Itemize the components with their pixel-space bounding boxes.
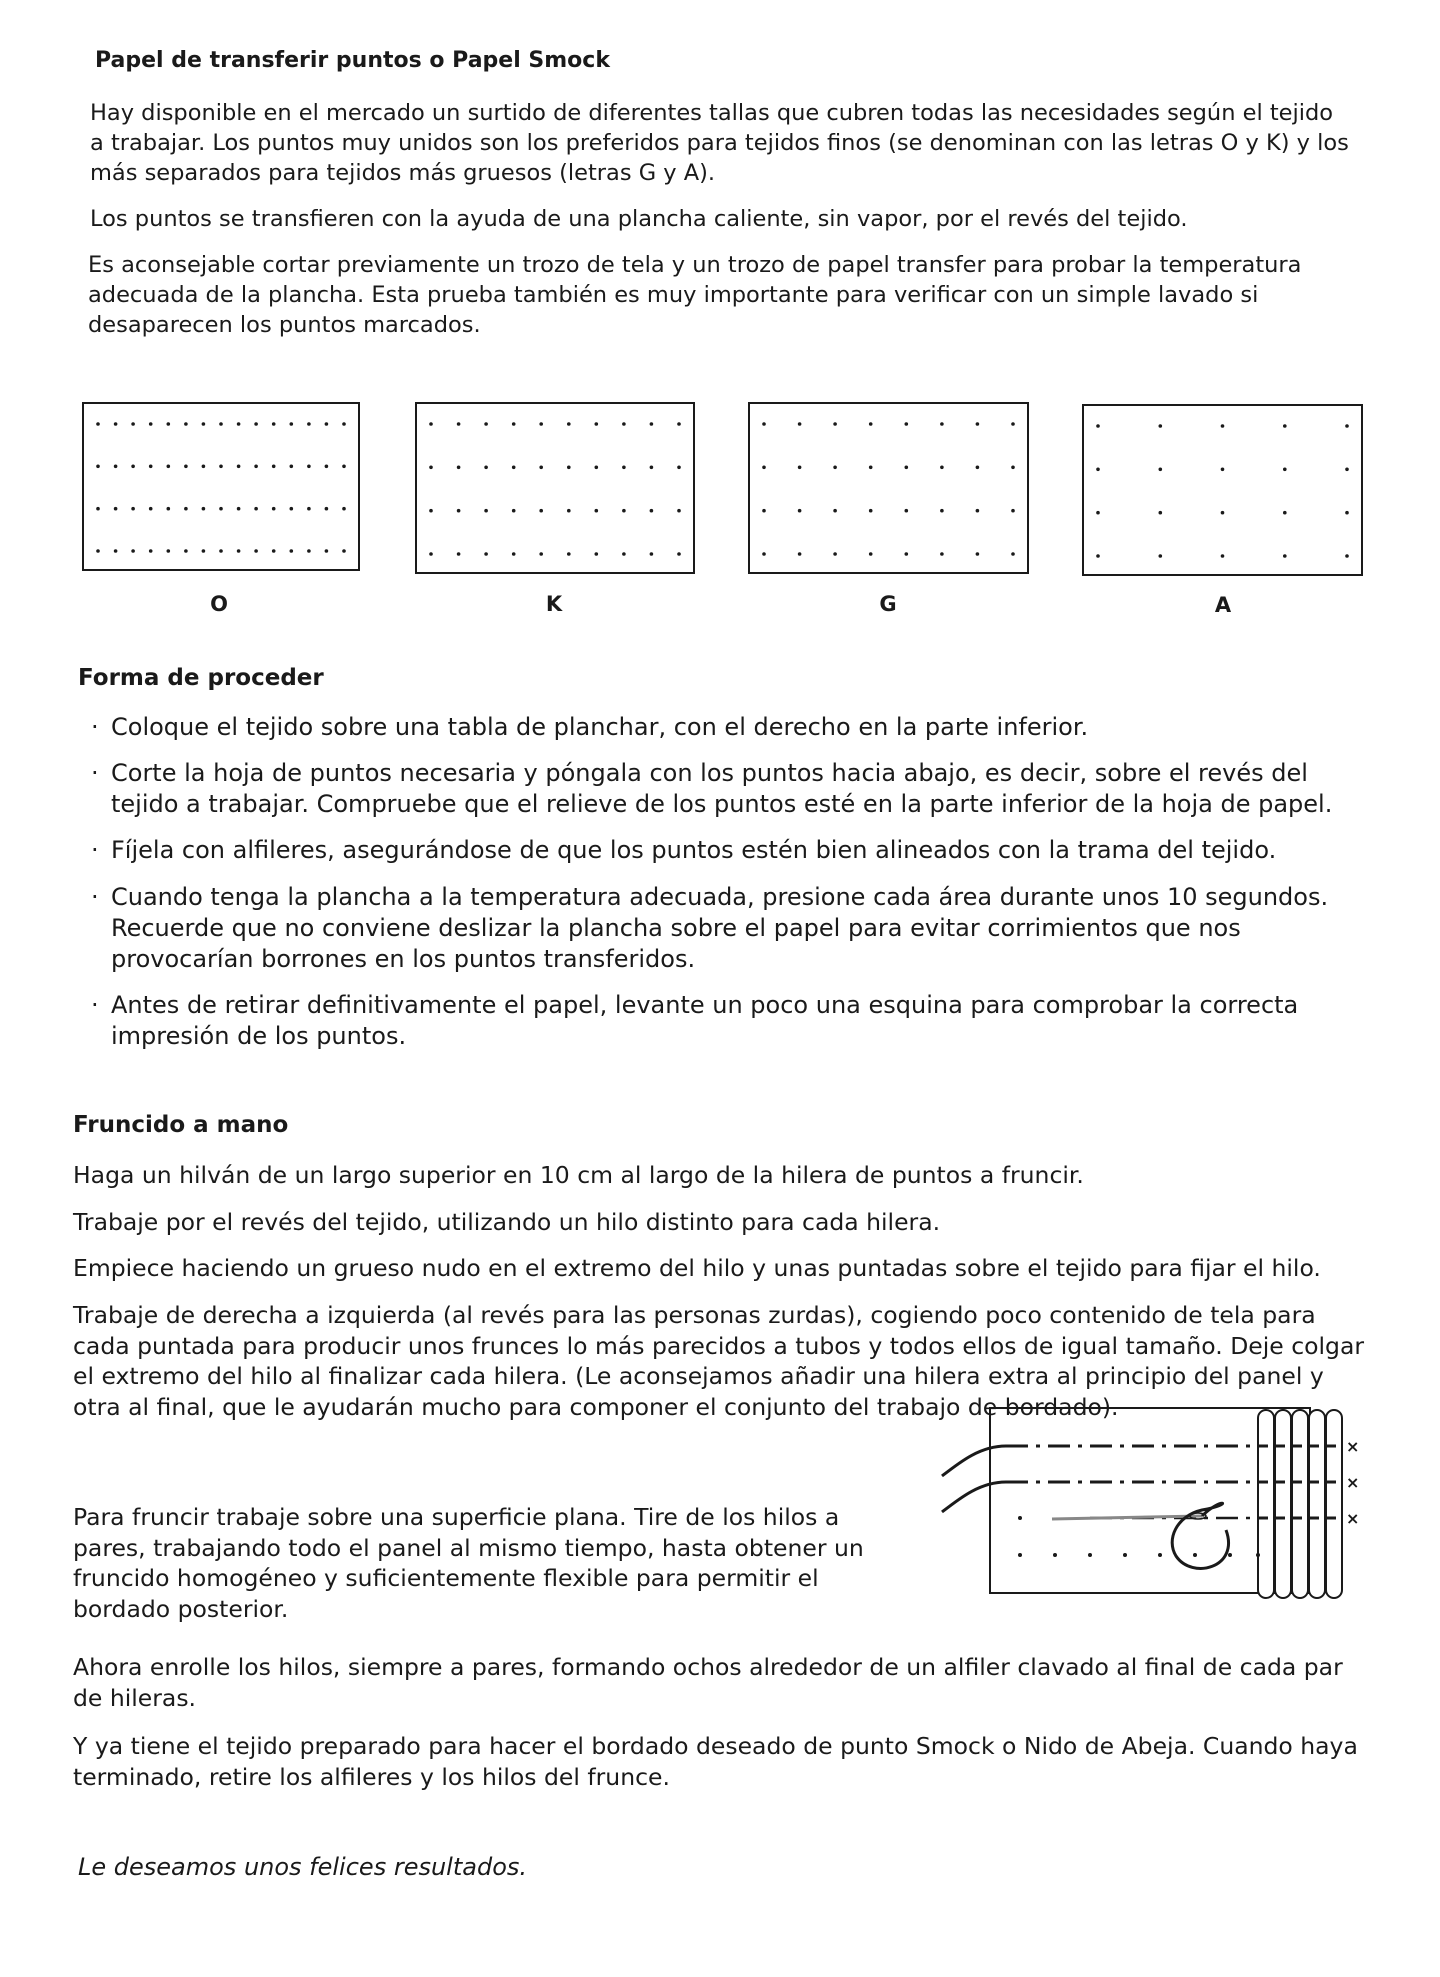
transfer-dot [131, 507, 135, 511]
transfer-dot [325, 465, 329, 469]
dot-panel-a [1082, 404, 1363, 576]
transfer-dot [595, 422, 599, 426]
list-item: · Antes de retirar definitivamente el papel, levante un poco una esquina para comprobar la correcta impresión de los puntos. [91, 991, 1299, 1050]
transfer-dot [184, 465, 188, 469]
transfer-dot [484, 422, 488, 426]
paragraph: Ahora enrolle los hilos, siempre a pares, formando ochos alrededor de un alfiler clavado al final de cada par de hileras. [73, 1653, 1343, 1712]
transfer-dot [1011, 422, 1015, 426]
svg-text:×: × [1346, 1509, 1360, 1528]
transfer-dot [1159, 554, 1163, 558]
transfer-dot [272, 465, 276, 469]
list-item: · Coloque el tejido sobre una tabla de planchar, con el derecho en la parte inferior. [91, 713, 1089, 741]
list-item: · Corte la hoja de puntos necesaria y póngala con los puntos hacia abajo, es decir, sobre el revés del tejido a trabajar. Compruebe que el relieve de los puntos esté en la parte inferior de la hoja de papel. [91, 759, 1333, 818]
transfer-dot [905, 466, 909, 470]
transfer-dot [307, 422, 311, 426]
transfer-dot [307, 507, 311, 511]
transfer-dot [1283, 468, 1287, 472]
transfer-dot [1345, 468, 1349, 472]
transfer-dot [677, 422, 681, 426]
transfer-dot [976, 466, 980, 470]
transfer-dot [539, 466, 543, 470]
transfer-dot [325, 507, 329, 511]
transfer-dot [307, 465, 311, 469]
transfer-dot [167, 507, 171, 511]
transfer-dot [595, 552, 599, 556]
transfer-dot [254, 507, 258, 511]
transfer-dot [1096, 468, 1100, 472]
transfer-dot [940, 552, 944, 556]
transfer-dot [940, 422, 944, 426]
transfer-dot [833, 422, 837, 426]
transfer-dot [272, 507, 276, 511]
transfer-dot [1011, 466, 1015, 470]
transfer-dot [1011, 552, 1015, 556]
transfer-dot [429, 422, 433, 426]
gathering-illustration [940, 1400, 1370, 1605]
transfer-dot [254, 549, 258, 553]
transfer-dot [622, 422, 626, 426]
paragraph: Y ya tiene el tejido preparado para hacer el bordado deseado de punto Smock o Nido de Abeja. Cuando haya terminado, retire los alfileres y los hilos del frunce. [73, 1732, 1358, 1791]
transfer-dot [622, 552, 626, 556]
svg-text:×: × [1346, 1437, 1360, 1456]
transfer-dot [1221, 468, 1225, 472]
section-title: Papel de transferir puntos o Papel Smock [95, 48, 610, 73]
transfer-dot [342, 465, 346, 469]
transfer-dot [272, 422, 276, 426]
transfer-dot [1283, 511, 1287, 515]
transfer-dot [237, 422, 241, 426]
transfer-dot [622, 466, 626, 470]
transfer-dot [512, 422, 516, 426]
transfer-dot [677, 466, 681, 470]
transfer-dot [798, 422, 802, 426]
transfer-dot [1159, 511, 1163, 515]
section-title: Fruncido a mano [73, 1112, 289, 1138]
transfer-dot [650, 422, 654, 426]
transfer-dot [905, 422, 909, 426]
transfer-dot [184, 507, 188, 511]
transfer-dot [342, 422, 346, 426]
transfer-dot [869, 466, 873, 470]
transfer-dot [96, 465, 100, 469]
transfer-dot [237, 507, 241, 511]
transfer-dot [457, 422, 461, 426]
transfer-dot [96, 422, 100, 426]
paragraph: Empiece haciendo un grueso nudo en el extremo del hilo y unas puntadas sobre el tejido para fijar el hilo. [73, 1254, 1321, 1282]
transfer-dot [798, 509, 802, 513]
panel-label: O [210, 592, 228, 616]
transfer-dot [342, 507, 346, 511]
transfer-dot [254, 465, 258, 469]
transfer-dot [429, 466, 433, 470]
transfer-dot [219, 465, 223, 469]
dot-panel-k [415, 402, 695, 574]
transfer-dot [184, 422, 188, 426]
transfer-dot [650, 552, 654, 556]
transfer-dot [512, 509, 516, 513]
transfer-dot [905, 552, 909, 556]
panel-label: G [879, 592, 897, 616]
transfer-dot [512, 552, 516, 556]
transfer-dot [940, 466, 944, 470]
dot-grid [1084, 406, 1361, 574]
transfer-dot [1096, 554, 1100, 558]
transfer-dot [131, 422, 135, 426]
transfer-dot [325, 422, 329, 426]
list-item: · Cuando tenga la plancha a la temperatura adecuada, presione cada área durante unos 10 segundos. Recuerde que no conviene deslizar la plancha sobre el papel para evitar corrimientos que nos provocarían borrones en los puntos transferidos. [91, 883, 1329, 973]
transfer-dot [512, 466, 516, 470]
transfer-dot [762, 422, 766, 426]
transfer-dot [976, 552, 980, 556]
transfer-dot [167, 465, 171, 469]
svg-text:×: × [1346, 1473, 1360, 1492]
transfer-dot [833, 509, 837, 513]
list-item: · Fíjela con alfileres, asegurándose de que los puntos estén bien alineados con la trama del tejido. [91, 836, 1277, 864]
gathered-pleats [1258, 1410, 1342, 1598]
transfer-dot [202, 549, 206, 553]
paragraph: Hay disponible en el mercado un surtido de diferentes tallas que cubren todas las necesidades según el tejido a trabajar. Los puntos muy unidos son los preferidos para tejidos finos (se denominan con las letras O y K) y los más separados para tejidos más gruesos (letras G y A). [90, 100, 1349, 186]
transfer-dot [484, 466, 488, 470]
transfer-dot [940, 509, 944, 513]
paragraph: Trabaje de derecha a izquierda (al revés para las personas zurdas), cogiendo poco contenido de tela para cada puntada para producir unos frunces lo más parecidos a tubos y todos ellos de igual tamaño. Deje colgar el extremo del hilo al finalizar cada hilera. (Le aconsejamos añadir una hilera extra al principio del panel y otra al final, que le ayudarán mucho para componer el conjunto del trabajo de bordado). [73, 1301, 1365, 1421]
transfer-dot [167, 422, 171, 426]
transfer-dot [595, 466, 599, 470]
transfer-dot [622, 509, 626, 513]
transfer-dot [1011, 509, 1015, 513]
dot-grid [417, 404, 693, 572]
transfer-dot [539, 422, 543, 426]
panel-label: A [1214, 593, 1232, 617]
transfer-dot [1345, 511, 1349, 515]
transfer-dot [650, 466, 654, 470]
paragraph: Para fruncir trabaje sobre una superficie plana. Tire de los hilos a pares, trabajando todo el panel al mismo tiempo, hasta obtener un fruncido homogéneo y suficientemente flexible para permitir el bordado posterior. [73, 1503, 864, 1623]
transfer-dot [342, 549, 346, 553]
transfer-dot [833, 552, 837, 556]
transfer-dot [429, 552, 433, 556]
transfer-dot [976, 422, 980, 426]
transfer-dot [219, 549, 223, 553]
transfer-dot [650, 509, 654, 513]
transfer-dot [1221, 511, 1225, 515]
transfer-dot [1283, 554, 1287, 558]
transfer-dot [325, 549, 329, 553]
paragraph: Es aconsejable cortar previamente un trozo de tela y un trozo de papel transfer para probar la temperatura adecuada de la plancha. Esta prueba también es muy importante para verificar con un simple lavado si desaparecen los puntos marcados. [88, 252, 1302, 338]
transfer-dot [167, 549, 171, 553]
transfer-dot [539, 509, 543, 513]
dot-panel-g [748, 402, 1029, 574]
transfer-dot [114, 549, 118, 553]
thread-knots [1346, 1437, 1359, 1528]
transfer-dot [184, 549, 188, 553]
transfer-dot [762, 552, 766, 556]
transfer-dot [272, 549, 276, 553]
transfer-dot [290, 507, 294, 511]
transfer-dot [254, 422, 258, 426]
transfer-dot [1221, 554, 1225, 558]
transfer-dot [567, 422, 571, 426]
transfer-dot [149, 422, 153, 426]
transfer-dot [567, 509, 571, 513]
transfer-dot [484, 509, 488, 513]
transfer-dot [869, 552, 873, 556]
transfer-dot [114, 422, 118, 426]
transfer-dot [429, 509, 433, 513]
transfer-dot [762, 466, 766, 470]
transfer-dot [567, 466, 571, 470]
transfer-dot [869, 422, 873, 426]
dot-grid [750, 404, 1027, 572]
paragraph: Haga un hilván de un largo superior en 10 cm al largo de la hilera de puntos a fruncir. [73, 1161, 1084, 1189]
transfer-dot [149, 549, 153, 553]
transfer-dot [290, 422, 294, 426]
transfer-dot [976, 509, 980, 513]
transfer-dot [457, 552, 461, 556]
transfer-dot [677, 552, 681, 556]
transfer-dot [237, 465, 241, 469]
transfer-dot [307, 549, 311, 553]
transfer-dot [833, 466, 837, 470]
transfer-dot [202, 422, 206, 426]
transfer-dot [1345, 554, 1349, 558]
transfer-dot [798, 552, 802, 556]
transfer-dot [457, 509, 461, 513]
transfer-dot [869, 509, 873, 513]
transfer-dot [131, 465, 135, 469]
transfer-dot [1159, 424, 1163, 428]
transfer-dot [1221, 424, 1225, 428]
transfer-dot [484, 552, 488, 556]
transfer-dot [114, 465, 118, 469]
transfer-dot [798, 466, 802, 470]
transfer-dot [1096, 511, 1100, 515]
paragraph: Trabaje por el revés del tejido, utilizando un hilo distinto para cada hilera. [73, 1208, 941, 1236]
transfer-dot [202, 507, 206, 511]
transfer-dot [595, 509, 599, 513]
transfer-dot [202, 465, 206, 469]
transfer-dot [96, 507, 100, 511]
transfer-dot [290, 465, 294, 469]
transfer-dot [131, 549, 135, 553]
transfer-dot [1345, 424, 1349, 428]
transfer-dot [1283, 424, 1287, 428]
panel-label: K [545, 592, 563, 616]
transfer-dot [219, 507, 223, 511]
transfer-dots [1018, 1516, 1260, 1557]
section-title: Forma de proceder [78, 665, 324, 691]
dot-grid [84, 404, 358, 569]
transfer-dot [457, 466, 461, 470]
transfer-dot [539, 552, 543, 556]
transfer-dot [96, 549, 100, 553]
paragraph: Los puntos se transfieren con la ayuda de una plancha caliente, sin vapor, por el revés del tejido. [90, 206, 1188, 232]
transfer-dot [149, 507, 153, 511]
transfer-dot [1096, 424, 1100, 428]
transfer-dot [114, 507, 118, 511]
transfer-dot [290, 549, 294, 553]
closing-note: Le deseamos unos felices resultados. [78, 1853, 528, 1881]
transfer-dot [237, 549, 241, 553]
dot-panel-o [82, 402, 360, 571]
transfer-dot [567, 552, 571, 556]
transfer-dot [677, 509, 681, 513]
transfer-dot [762, 509, 766, 513]
transfer-dot [1159, 468, 1163, 472]
transfer-dot [219, 422, 223, 426]
transfer-dot [149, 465, 153, 469]
transfer-dot [905, 509, 909, 513]
